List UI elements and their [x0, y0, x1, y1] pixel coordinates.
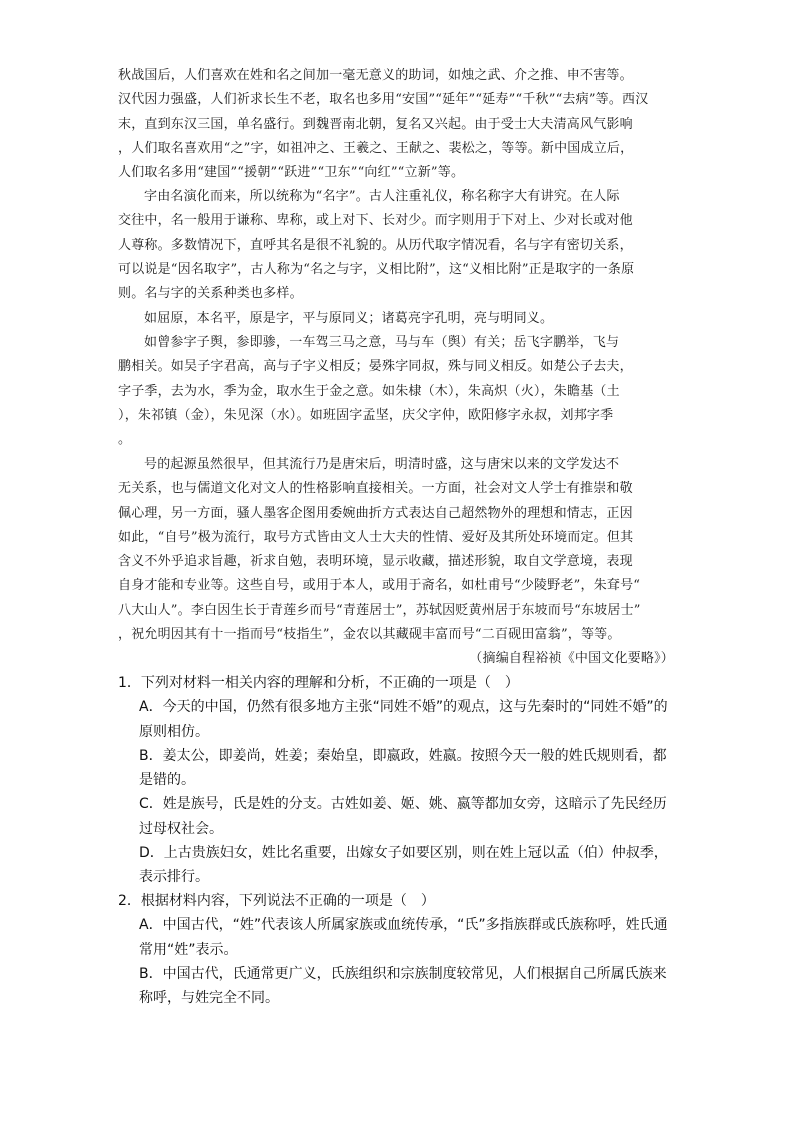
- passage-line: 字由名演化而来，所以统称为“名字”。古人注重礼仪，称名称字大有讲究。在人际: [144, 189, 620, 204]
- option-line: A．今天的中国，仍然有很多地方主张“同姓不婚”的观点，这与先秦时的“同姓不婚”的: [139, 699, 668, 716]
- passage-paragraph-2: [118, 185, 674, 306]
- passage-line: 含义不外乎追求旨趣，祈求自勉，表明环境，显示收藏，描述形貌，取自文学意境，表现: [118, 554, 633, 570]
- question-stem: 1．下列对材料一相关内容的理解和分析，不正确的一项是（ ）: [118, 675, 519, 691]
- answer-option-d[interactable]: [118, 841, 674, 890]
- passage-line: ，祝允明因其有十一指而号“枝指生”，金农以其藏砚丰富而号“二百砚田富翁”，等等。: [118, 627, 621, 643]
- passage-line: 无关系，也与儒道文化对文人的性格影响直接相关。一方面，社会对文人学士有推崇和敬: [118, 481, 633, 497]
- passage-line: 人尊称。多数情况下，直呼其名是很不礼貌的。从历代取字情况看，名与字有密切关系，: [118, 237, 633, 253]
- passage-line: 如此，“自号”极为流行，取号方式皆由文人士大夫的性情、爱好及其所处环境而定。但其: [118, 529, 634, 545]
- passage-line: 如屈原，本名平，原是字，平与原同义；诸葛亮字孔明，亮与明同义。: [144, 311, 554, 326]
- answer-option-a[interactable]: [118, 913, 674, 962]
- passage-line: 佩心理，另一方面，骚人墨客企图用委婉曲折方式表达自己超然物外的理想和情志，正因: [118, 505, 633, 521]
- option-line: 称呼，与姓完全不同。: [139, 990, 279, 1007]
- passage-line: ），朱祁镇（金），朱见深（水）。如班固字孟坚，庆父字仲，欧阳修字永叔，刘邦字季: [118, 407, 614, 423]
- passage-line: 人们取名多用“建国”“援朝”“跃进”“卫东”“向红”“立新”等。: [118, 165, 465, 181]
- option-line: C．姓是族号，氏是姓的分支。古姓如姜、姬、姚、嬴等都加女旁，这暗示了先民经历: [139, 796, 667, 813]
- source-citation: （摘编自程裕祯《中国文化要略》）: [469, 651, 674, 666]
- passage-line: 如曾参字子舆，参即骖，一车驾三马之意，马与车（舆）有关；岳飞字鹏举，飞与: [144, 335, 620, 350]
- answer-option-c[interactable]: [118, 792, 674, 841]
- option-line: D．上古贵族妇女，姓比名重要，出嫁女子如要区别，则在姓上冠以孟（伯）仲叔季，: [139, 845, 668, 862]
- passage-paragraph-3: [118, 307, 674, 331]
- passage-line: 自身才能和专业等。这些自号，或用于本人，或用于斋名，如杜甫号“少陵野老”，朱耷号“: [118, 578, 641, 594]
- passage-line: 字子季，去为水，季为金，取水生于金之意。如朱棣（木），朱高炽（火），朱瞻基（土: [118, 383, 620, 399]
- question-stem: 2．根据材料内容，下列说法不正确的一项是（ ）: [118, 893, 435, 909]
- option-line: 是错的。: [139, 772, 195, 789]
- answer-option-b[interactable]: [118, 962, 674, 1011]
- passage-source: [118, 647, 674, 671]
- option-line: 表示排行。: [139, 869, 209, 886]
- option-line: 常用“姓”表示。: [139, 941, 238, 958]
- passage-paragraph-4: [118, 331, 674, 452]
- passage-line: ，人们取名喜欢用“之”字，如祖冲之、王羲之、王献之、裴松之，等等。新中国成立后，: [118, 140, 634, 156]
- option-line: A．中国古代，“姓”代表该人所属家族或血统传承，“氏”多指族群或氏族称呼，姓氏通: [139, 917, 668, 934]
- question-2: [118, 889, 674, 1010]
- passage-paragraph-5: [118, 453, 674, 647]
- passage-line: 鹏相关。如吴子字君高，高与子字义相反；晏殊字同叔，殊与同义相反。如楚公子去夫，: [118, 359, 633, 375]
- passage-line: 八大山人”。李白因生长于青莲乡而号“青莲居士”，苏轼因贬黄州居于东坡而号“东坡居士”: [118, 602, 641, 618]
- option-line: B．中国古代，氏通常更广义，氏族组织和宗族制度较常见，人们根据自己所属氏族来: [139, 965, 667, 982]
- passage-paragraph-1: [118, 64, 674, 185]
- question-1: [118, 671, 674, 890]
- passage-line: 秋战国后，人们喜欢在姓和名之间加一毫无意义的助词，如烛之武、介之推、申不害等。: [118, 68, 633, 83]
- option-line: B．姜太公，即姜尚，姓姜；秦始皇，即嬴政，姓嬴。按照今天一般的姓氏规则看，都: [139, 747, 667, 764]
- passage-line: 号的起源虽然很早，但其流行乃是唐宋后，明清时盛，这与唐宋以来的文学发达不: [144, 457, 620, 472]
- option-line: 过母权社会。: [139, 820, 223, 837]
- passage-line: 可以说是“因名取字”，古人称为“名之与字，义相比附”，这“义相比附”正是取字的一条原: [118, 261, 635, 277]
- answer-option-b[interactable]: [118, 744, 674, 793]
- option-line: 原则相仿。: [139, 723, 209, 740]
- passage-line: 则。名与字的关系种类也多样。: [118, 286, 303, 302]
- passage-line: 。: [118, 432, 132, 448]
- passage-line: 末，直到东汉三国，单名盛行。到魏晋南北朝，复名又兴起。由于受士大夫清高风气影响: [118, 116, 633, 132]
- passage-line: 交往中，名一般用于谦称、卑称，或上对下、长对少。而字则用于下对上、少对长或对他: [118, 213, 633, 229]
- answer-option-a[interactable]: [118, 695, 674, 744]
- passage-line: 汉代因力强盛，人们祈求长生不老，取名也多用“安国”“延年”“延寿”“千秋”“去病”等。西汉: [118, 92, 649, 108]
